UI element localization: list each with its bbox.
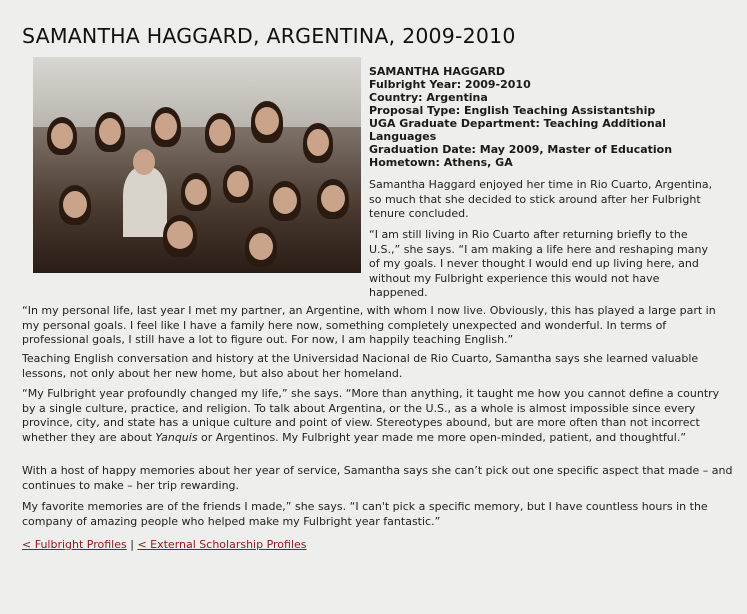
figure-face [321,185,345,212]
paragraph-1: Samantha Haggard enjoyed her time in Rio Cuarto, Argentina, so much that she decided to stick around after her Fulbright tenure concluded. [369,178,713,220]
figure-body [123,167,167,237]
figure-face [63,191,87,218]
group-photo [33,57,361,273]
figure-face [51,123,73,149]
paragraph-6: With a host of happy memories about her year of service, Samantha says she can’t pick out one specific aspect that made – and continues to make – her trip rewarding. [22,464,733,492]
paragraph-7: My favorite memories are of the friends I made,” she says. “I can't pick a specific memory, but I have countless hours in the company of amazing people who helped make my Fulbright year fantastic.” [22,500,708,528]
paragraph-5-text-end: or Argentinos. My Fulbright year made me more open-minded, patient, and thoughtful.” [197,430,687,444]
figure-face [227,171,249,197]
profile-details [369,65,719,169]
profile-proposal-type: Proposal Type: English Teaching Assistantship [369,104,656,117]
profile-department: UGA Graduate Department: Teaching Additional Languages [369,117,666,143]
figure-face [167,221,193,249]
link-separator: | [126,538,138,551]
profile-fulbright-year: Fulbright Year: 2009-2010 [369,78,531,91]
paragraph-3: “In my personal life, last year I met my partner, an Argentine, with whom I now live. Obviously, this has played a large part in my personal goals. I feel like I have a family here now, something completely unexpected and wonderful. In terms of professional goals, I still have a lot to figure out. For now, I am happily teaching English.” [22,304,716,346]
figure-face [133,149,155,175]
whiteboard [33,57,361,127]
profile-hometown: Hometown: Athens, GA [369,156,513,169]
paragraph-5 [22,387,734,445]
figure-face [249,233,273,260]
fulbright-profiles-link[interactable]: < Fulbright Profiles [22,538,127,551]
figure-face [99,118,121,145]
paragraph-5-text: “My Fulbright year profoundly changed my life,” she says. “More than anything, it taught me how you cannot define a country by a single culture, practice, and religion. To talk about Argentina, or the U.S., as a whole is almost impossible since every province, city, and state has a unique culture and point of view. Stereotypes abound, but are more often than not incorrect whether they are about [22,387,720,444]
paragraph-2: “I am still living in Rio Cuarto after returning briefly to the U.S.,” she says. “I am making a life here and reshaping many of my goals. I never thought I would end up living here, and without my Fulbright experience this would not have happened. [369,228,708,299]
figure-face [307,129,329,156]
figure-face [255,107,279,135]
profile-graduation: Graduation Date: May 2009, Master of Education [369,143,673,156]
profile-name: SAMANTHA HAGGARD [369,65,506,78]
profile-nav-links [22,538,307,551]
figure-face [209,119,231,146]
paragraph-4: Teaching English conversation and history at the Universidad Nacional de Rio Cuarto, Samantha says she learned valuable lessons, not only about her new home, but also about her homeland. [22,352,699,380]
external-scholarship-profiles-link[interactable]: < External Scholarship Profiles [137,538,307,551]
figure-face [185,179,207,205]
page-title: SAMANTHA HAGGARD, ARGENTINA, 2009-2010 [22,24,516,48]
profile-country: Country: Argentina [369,91,488,104]
figure-face [155,113,177,140]
paragraph-5-emphasis: Yanquis [155,430,198,444]
figure-face [273,187,297,214]
